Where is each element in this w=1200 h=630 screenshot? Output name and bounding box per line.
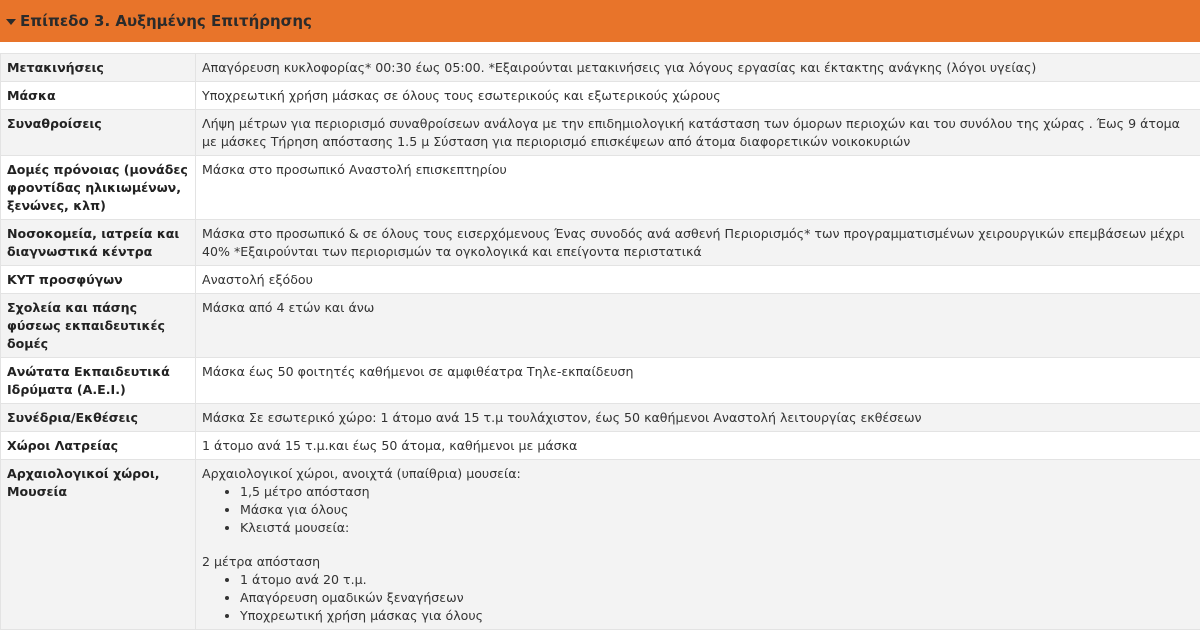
row-label: Μάσκα (1, 82, 196, 110)
table-row-museums (1, 460, 1200, 630)
list-item: • Κλειστά μουσεία: (240, 519, 1194, 537)
list-item: • Υποχρεωτική χρήση μάσκας για όλους (240, 607, 1194, 625)
row-text: Λήψη μέτρων για περιορισμό συναθροίσεων ανάλογα με την επιδημιολογική κατάσταση των όμορων περιοχών και του συνόλου της χώρας . Έως 9 άτομα με μάσκες Τήρηση απόστασης 1.5 μ Σύσταση για περιορισμό επισκέψεων από άτομα διαφορετικών νοικοκυριών (196, 110, 1200, 156)
table-row (1, 54, 1200, 82)
list-item: • Απαγόρευση ομαδικών ξεναγήσεων (240, 589, 1194, 607)
row-label: Ανώτατα Εκπαιδευτικά Ιδρύματα (Α.Ε.Ι.) (1, 358, 196, 404)
row-label: Νοσοκομεία, ιατρεία και διαγνωστικά κέντρα (1, 220, 196, 266)
section-header[interactable] (0, 0, 1200, 42)
row-label: Χώροι Λατρείας (1, 432, 196, 460)
row-text: Υποχρεωτική χρήση μάσκας σε όλους τους εσωτερικούς και εξωτερικούς χώρους (196, 82, 1200, 110)
row-label: Δομές πρόνοιας (μονάδες φροντίδας ηλικιωμένων, ξενώνες, κλπ) (1, 156, 196, 220)
museums-intro: Αρχαιολογικοί χώροι, ανοιχτά (υπαίθρια) μουσεία: (202, 465, 1194, 483)
row-label: Σχολεία και πάσης φύσεως εκπαιδευτικές δομές (1, 294, 196, 358)
list-item: • 1,5 μέτρο απόσταση (240, 483, 1194, 501)
list-item: • Μάσκα για όλους (240, 501, 1194, 519)
table-row (1, 220, 1200, 266)
list-item: • 1 άτομο ανά 20 τ.μ. (240, 571, 1194, 589)
table-row (1, 404, 1200, 432)
table-row (1, 358, 1200, 404)
row-text: Μάσκα στο προσωπικό & σε όλους τους εισερχόμενους Ένας συνοδός ανά ασθενή Περιορισμός* των προγραμματισμένων χειρουργικών επεμβάσεων μέχρι 40% *Εξαιρούνται των περιορισμών τα ογκολογικά και επείγοντα περιστατικά (196, 220, 1200, 266)
table-row (1, 266, 1200, 294)
row-label: Αρχαιολογικοί χώροι, Μουσεία (1, 460, 196, 630)
table-row (1, 294, 1200, 358)
row-label: Μετακινήσεις (1, 54, 196, 82)
caret-down-icon[interactable] (6, 19, 16, 25)
section-title: Επίπεδο 3. Αυξημένης Επιτήρησης (20, 12, 312, 30)
row-text (196, 460, 1200, 630)
row-text: Αναστολή εξόδου (196, 266, 1200, 294)
row-label: ΚΥΤ προσφύγων (1, 266, 196, 294)
row-label: Συνέδρια/Εκθέσεις (1, 404, 196, 432)
museums-list-open (202, 483, 1194, 537)
row-label: Συναθροίσεις (1, 110, 196, 156)
table-row (1, 156, 1200, 220)
row-text: Απαγόρευση κυκλοφορίας* 00:30 έως 05:00. *Εξαιρούνται μετακινήσεις για λόγους εργασίας και έκτακτης ανάγκης (λόγοι υγείας) (196, 54, 1200, 82)
row-text: Μάσκα Σε εσωτερικό χώρο: 1 άτομο ανά 15 τ.μ τουλάχιστον, έως 50 καθήμενοι Αναστολή λειτουργίας εκθέσεων (196, 404, 1200, 432)
row-text: Μάσκα από 4 ετών και άνω (196, 294, 1200, 358)
table-row (1, 82, 1200, 110)
row-text: Μάσκα στο προσωπικό Αναστολή επισκεπτηρίου (196, 156, 1200, 220)
table-row (1, 110, 1200, 156)
row-text: 1 άτομο ανά 15 τ.μ.και έως 50 άτομα, καθήμενοι με μάσκα (196, 432, 1200, 460)
measures-table (0, 53, 1200, 630)
table-row (1, 432, 1200, 460)
museums-intro-closed: 2 μέτρα απόσταση (202, 553, 1194, 571)
row-text: Μάσκα έως 50 φοιτητές καθήμενοι σε αμφιθέατρα Τηλε-εκπαίδευση (196, 358, 1200, 404)
